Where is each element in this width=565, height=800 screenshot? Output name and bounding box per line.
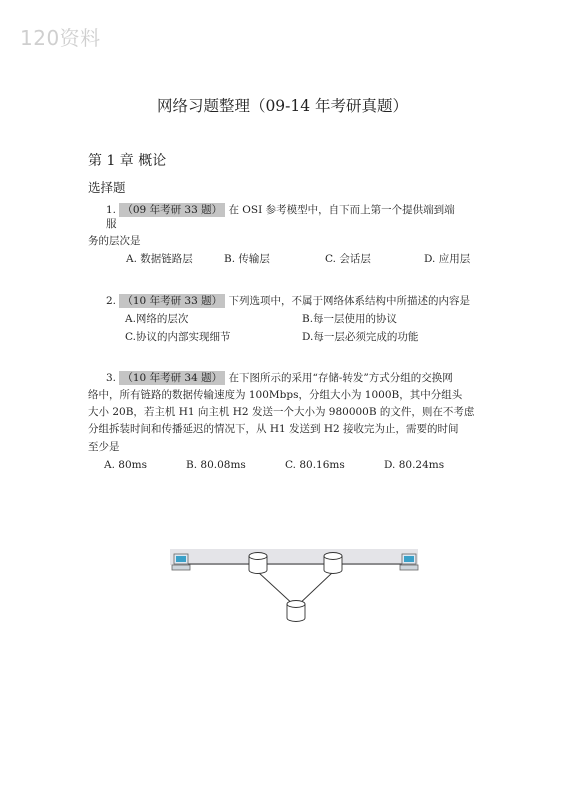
question-3-line-4: 分组拆装时间和传播延迟的情况下，从 H1 发送到 H2 接收完为止，需要的时间	[88, 423, 459, 435]
question-1-option-a: A. 数据链路层	[126, 253, 193, 265]
question-2-tag: （10 年考研 33 题）	[119, 294, 225, 308]
question-2-text: 下列选项中，不属于网络体系结构中所描述的内容是	[228, 295, 470, 307]
question-1-line-2: 服	[106, 218, 117, 230]
watermark-logo: 120资料	[20, 26, 101, 50]
host-h1-computer-icon	[172, 554, 190, 570]
question-1-option-d: D. 应用层	[424, 253, 471, 265]
question-3-option-c: C. 80.16ms	[285, 459, 345, 471]
diagram-link-band	[170, 549, 418, 565]
question-3-option-a: A. 80ms	[104, 459, 147, 471]
question-2-option-d: D.每一层必须完成的功能	[302, 331, 419, 343]
router-left-icon	[249, 553, 267, 574]
question-1-tag: （09 年考研 33 题）	[119, 203, 225, 217]
question-1-number: 1.	[106, 204, 117, 216]
question-3-text: 在下图所示的采用“存储-转发”方式分组的交换网	[228, 372, 453, 384]
question-3-option-d: D. 80.24ms	[384, 459, 445, 471]
section-heading: 选择题	[88, 180, 126, 195]
question-1-option-c: C. 会话层	[325, 253, 371, 265]
question-3-line-2: 络中，所有链路的数据传输速度为 100Mbps，分组大小为 1000B，其中分组头	[88, 389, 463, 401]
router-bottom-icon	[287, 601, 305, 622]
question-3-number: 3.	[106, 372, 117, 384]
chapter-heading: 第 1 章 概论	[88, 153, 167, 169]
question-1-text: 在 OSI 参考模型中，自下而上第一个提供端到端	[228, 204, 455, 216]
question-2-number: 2.	[106, 295, 117, 307]
question-2-option-b: B.每一层使用的协议	[302, 313, 398, 325]
question-2-option-a: A.网络的层次	[125, 313, 189, 325]
page-title: 网络习题整理（09-14 年考研真题）	[156, 97, 409, 115]
question-3-line-5: 至少是	[88, 441, 120, 453]
question-3-line-3: 大小 20B，若主机 H1 向主机 H2 发送一个大小为 980000B 的文件，则在不考虑	[88, 406, 475, 418]
question-3-tag: （10 年考研 34 题）	[119, 371, 225, 385]
router-right-icon	[324, 553, 342, 574]
question-3-option-b: B. 80.08ms	[186, 459, 246, 471]
question-1-line-3: 务的层次是	[88, 235, 141, 247]
question-2-option-c: C.协议的内部实现细节	[125, 331, 231, 343]
host-h2-computer-icon	[400, 554, 418, 570]
question-1-option-b: B. 传输层	[224, 253, 270, 265]
